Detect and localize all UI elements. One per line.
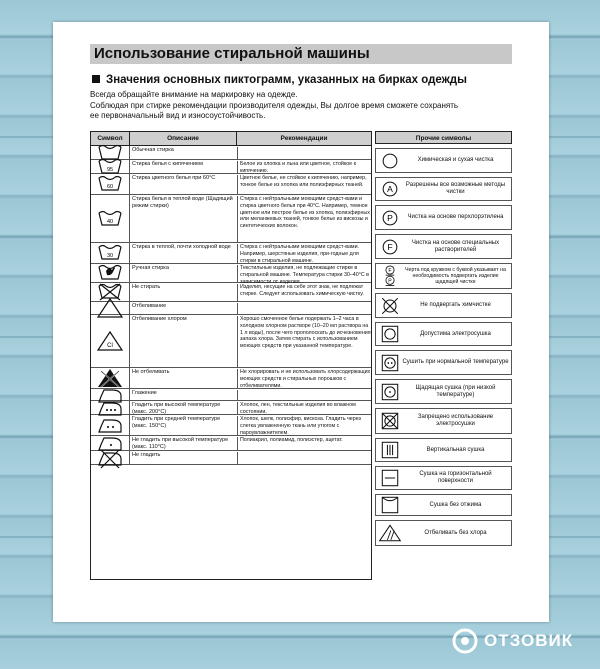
svg-text:F: F	[387, 241, 393, 252]
circle-icon	[378, 150, 402, 172]
recommendation-cell	[237, 390, 372, 400]
symbol-cell	[91, 195, 130, 242]
recommendation-cell: Хлопок, лен, текстильные изделия во влажном состоянии.	[237, 402, 372, 414]
recommendation-cell: Стирка с нейтральными моющими средст-вами и стирка цветного белья при 40°C. Например, темное цветное или пестрое белье из хлопка, полиэфирных или меланжевых тканей, тонкое белье из вискозы и синтетических волокон.	[237, 196, 372, 242]
table-row	[91, 160, 371, 174]
circle-f-icon	[378, 236, 402, 258]
other-symbol-text: Чистка на основе специальных растворителей	[411, 239, 500, 253]
other-symbol-row	[375, 234, 512, 259]
other-symbol-row	[375, 408, 512, 434]
other-symbol-text: Щадящая сушка (при низкой температуре)	[415, 384, 496, 398]
symbol-cell	[91, 451, 130, 464]
svg-text:P: P	[388, 278, 392, 285]
svg-text:F: F	[388, 268, 392, 275]
bullet-square-icon	[92, 75, 100, 83]
description-cell: Не отбеливать	[132, 369, 170, 375]
intro-line: Всегда обращайте внимание на маркировку на одежде.	[90, 90, 298, 99]
svg-text:95: 95	[106, 166, 114, 173]
other-symbol-icon-cell	[378, 351, 402, 374]
other-symbol-row	[375, 177, 512, 201]
title-bar	[90, 44, 512, 64]
description-cell: Не гладить	[132, 452, 161, 458]
table-row	[91, 264, 371, 283]
recommendation-cell: Полиакрил, полиамид, полиэстер, ацетат.	[237, 437, 372, 450]
no-tumble-dry-icon	[378, 410, 402, 432]
other-symbol-icon-cell	[378, 409, 402, 433]
other-symbol-text: Не подвергать химчистке	[420, 302, 491, 308]
recommendation-cell: Изделия, несущие на себе этот знак, не подлежат стирке. Следует использовать химическую чистку.	[237, 284, 372, 301]
recommendation-cell: Хорошо смоченное белье подержать 1–2 часа в холодном хлорном растворе (10–20 мл раствора на 1 л воды), после чего прополоскать до исчезновения запаха хлора. Затем стирать с использованием моющих средств при указанной температуре.	[237, 316, 372, 367]
other-symbol-text: Химическая и сухая чистка	[417, 157, 494, 163]
no-spin-icon	[378, 494, 402, 516]
watermark-text: ОТЗОВИК	[484, 631, 574, 650]
other-symbol-text: Отбеливать без хлора	[424, 529, 487, 536]
other-symbol-icon-cell	[378, 521, 402, 545]
table-row	[91, 195, 371, 243]
other-symbol-text: Вертикальная сушка	[426, 446, 485, 453]
intro-line: Соблюдая при стирке рекомендации производителя одежды, Вы долгое время сможете сохранять	[90, 100, 459, 110]
recommendation-cell: Белое из хлопка и льна или цветное, стойкое к кипячению.	[237, 161, 372, 173]
tub-60-icon	[96, 173, 124, 195]
other-symbol-icon-cell	[378, 178, 402, 200]
description-cell: Отбеливание	[132, 303, 167, 309]
tub-40-icon	[96, 208, 124, 230]
other-symbols-table	[375, 131, 512, 578]
other-symbol-row	[375, 293, 512, 318]
triangle-cl-icon	[96, 330, 124, 352]
flat-dry-icon	[378, 467, 402, 489]
watermark	[452, 626, 592, 656]
col-header-symbol: Символ	[91, 132, 130, 146]
recommendation-cell: Цветное белье, не стойкое к кипячению, например, тонкое белье из хлопка или полиэфирных тканей.	[237, 175, 372, 194]
other-symbol-row	[375, 494, 512, 516]
symbol-cell	[91, 401, 130, 414]
table-row	[91, 302, 371, 315]
other-symbol-row	[375, 148, 512, 173]
symbol-cell	[91, 302, 130, 314]
description-cell: Не гладить при высокой температуре (макс. 110°C)	[132, 437, 229, 450]
other-symbols-header: Прочие символы	[375, 131, 512, 144]
other-symbol-text: Черта под кружком с буквой указывает на необходимость подвергать изделие щадящей чистке	[405, 267, 506, 285]
other-symbol-icon-cell	[378, 206, 402, 229]
table-row	[91, 315, 371, 368]
other-symbol-icon-cell	[378, 149, 402, 172]
intro-line: ее первоначальный вид и износоустойчивость.	[90, 111, 266, 120]
tumble-dry-icon	[378, 323, 402, 345]
symbol-cell	[91, 243, 130, 263]
symbol-cell	[91, 174, 130, 194]
vertical-dry-icon	[378, 439, 402, 461]
circle-a-icon	[378, 178, 402, 200]
table-row	[91, 415, 371, 436]
intro-text	[90, 90, 510, 122]
table-row	[91, 436, 371, 451]
watermark-logo-icon	[452, 628, 478, 654]
other-symbol-icon-cell	[378, 235, 402, 258]
other-symbol-icon-cell	[378, 467, 402, 489]
recommendation-cell: Не хлорировать и не использовать хлорсодержащих моющих средств и стиральных порошков с отбеливателями.	[237, 369, 372, 388]
svg-text:60: 60	[106, 184, 114, 190]
svg-text:30: 30	[106, 253, 114, 259]
description-cell: Ручная стирка	[132, 265, 169, 271]
section-heading	[92, 74, 467, 86]
recommendation-cell	[237, 303, 372, 314]
description-cell: Стирка в теплой, почти холодной воде	[132, 244, 231, 250]
description-cell: Стирка белья в теплой воде (Щадящий режим стирки)	[132, 196, 233, 209]
page-title: Использование стиральной машины	[94, 45, 370, 62]
description-cell: Гладить при высокой температуре (макс. 200°C)	[132, 402, 221, 415]
other-symbol-icon-cell	[378, 380, 402, 403]
other-symbol-row	[375, 350, 512, 375]
col-header-recommendations: Рекомендации	[237, 132, 371, 146]
symbol-cell	[91, 160, 130, 173]
other-symbol-text: Запрещено использование электросушки	[417, 414, 494, 427]
table-row	[91, 389, 371, 401]
other-symbol-row	[375, 379, 512, 404]
recommendation-cell	[237, 452, 372, 464]
table-row	[91, 174, 371, 195]
table-row	[91, 401, 371, 415]
col-header-description: Описание	[130, 132, 237, 146]
description-cell: Гладить при средней температуре (макс. 150°C)	[132, 416, 221, 429]
symbol-cell	[91, 264, 130, 282]
other-symbol-row	[375, 322, 512, 346]
circle-p-icon	[378, 207, 402, 229]
description-cell: Стирка белья с кипячением	[132, 161, 203, 167]
other-symbol-text: Чистка на основе перхлорэтилена	[407, 214, 504, 220]
other-symbol-row	[375, 263, 512, 289]
svg-text:Cl: Cl	[107, 343, 113, 349]
recommendation-cell: Хлопок, шелк, полиэфир, вискоза. Гладить через слегка увлажненную ткань или утюгом с пароувлажнителем.	[237, 416, 372, 435]
tumble-dry-normal-icon	[378, 352, 402, 374]
other-symbol-icon-cell	[378, 323, 402, 345]
care-symbols-table	[90, 131, 372, 580]
other-symbol-row	[375, 520, 512, 546]
other-symbol-text: Сушка без отжима	[429, 501, 482, 508]
recommendation-cell: Стирка с нейтральными моющими средст-вами. Например, шерстяные изделия, при-годные для стирки в стиральной машине.	[237, 244, 372, 263]
other-symbol-text: Допустима электросушка	[420, 330, 491, 337]
recommendation-cell: Текстильные изделия, не подлежащие стирке в стиральной машине. Температура стирки 30–40°C в зависимости от изделия.	[237, 265, 372, 282]
description-cell: Не стирать	[132, 284, 161, 290]
other-symbol-row	[375, 205, 512, 230]
document-sheet	[53, 22, 549, 622]
table-row	[91, 146, 371, 160]
table-row	[91, 368, 371, 389]
description-cell: Глажение	[132, 390, 157, 396]
other-symbol-icon-cell	[378, 264, 402, 288]
svg-text:P: P	[387, 212, 393, 223]
svg-text:A: A	[387, 184, 393, 194]
section-heading-text: Значения основных пиктограмм, указанных на бирках одежды	[106, 74, 467, 86]
tub-30-icon	[96, 242, 124, 264]
other-symbol-text: Сушка на горизонтальной поверхности	[419, 471, 492, 484]
symbol-cell	[91, 315, 130, 367]
circle-underline-icon	[378, 264, 402, 288]
recommendation-cell	[237, 147, 372, 159]
other-symbol-row	[375, 466, 512, 490]
tumble-dry-low-icon	[378, 381, 402, 403]
other-symbol-icon-cell	[378, 495, 402, 515]
description-cell: Отбеливание хлором	[132, 316, 187, 322]
other-symbol-text: Разрешены все возможные методы чистки	[405, 182, 506, 195]
other-symbol-text: Сушить при нормальной температуре	[402, 359, 509, 365]
no-dryclean-icon	[378, 295, 402, 317]
table-row	[91, 283, 371, 302]
svg-text:40: 40	[106, 218, 114, 225]
table-row	[91, 451, 371, 465]
other-symbol-icon-cell	[378, 439, 402, 461]
description-cell: Стирка цветного белья при 60°C	[132, 175, 216, 181]
other-symbol-icon-cell	[378, 294, 402, 317]
other-symbol-row	[375, 438, 512, 462]
description-cell: Обычная стирка	[132, 147, 174, 153]
bleach-no-chlorine-icon	[378, 522, 402, 544]
no-iron-icon	[96, 447, 124, 469]
table-row	[91, 243, 371, 264]
